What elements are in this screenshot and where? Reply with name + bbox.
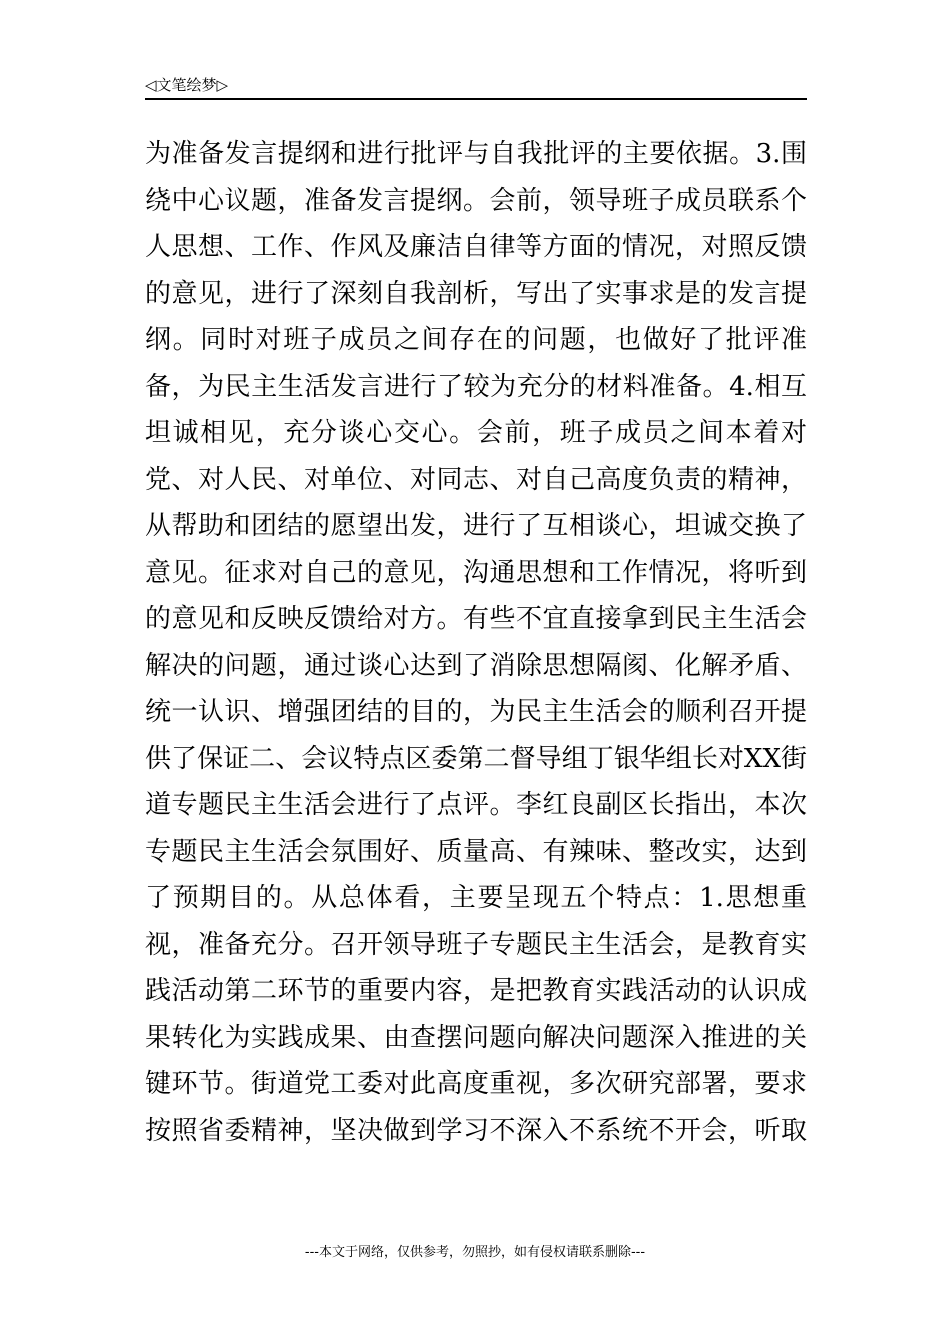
body-line: 为准备发言提纲和进行批评与自我批评的主要依据。3.围 — [145, 139, 807, 169]
body-line: 果转化为实践成果、由查摆问题向解决问题深入推进的关 — [145, 1022, 807, 1053]
page-footer: ---本文于网络，仅供参考，勿照抄，如有侵权请联系删除--- — [304, 1245, 646, 1260]
header-title: ◁文笔绘梦▷ — [145, 76, 229, 94]
body-line: 键环节。街道党工委对此高度重视，多次研究部署，要求 — [145, 1069, 807, 1099]
body-line: 从帮助和团结的愿望出发，进行了互相谈心，坦诚交换了 — [145, 511, 807, 541]
page-header — [145, 74, 807, 100]
body-line: 按照省委精神，坚决做到学习不深入不系统不开会，听取 — [145, 1115, 807, 1146]
body-line: 坦诚相见，充分谈心交心。会前，班子成员之间本着对 — [145, 418, 807, 448]
body-line: 解决的问题，通过谈心达到了消除思想隔阂、化解矛盾、 — [145, 650, 807, 681]
body-line: 的意见和反映反馈给对方。有些不宜直接拿到民主生活会 — [145, 604, 807, 634]
body-line: 的意见，进行了深刻自我剖析，写出了实事求是的发言提 — [145, 278, 807, 309]
body-line: 绕中心议题，准备发言提纲。会前，领导班子成员联系个 — [145, 185, 807, 216]
body-line: 备，为民主生活发言进行了较为充分的材料准备。4.相互 — [145, 371, 807, 402]
body-line: 人思想、工作、作风及廉洁自律等方面的情况，对照反馈 — [145, 232, 807, 262]
body-line: 供了保证二、会议特点区委第二督导组丁银华组长对XX街 — [145, 743, 807, 774]
body-line: 意见。征求对自己的意见，沟通思想和工作情况，将听到 — [145, 557, 807, 588]
body-line: 纲。同时对班子成员之间存在的问题，也做好了批评准 — [145, 325, 807, 355]
body-line: 了预期目的。从总体看，主要呈现五个特点：1.思想重 — [145, 883, 807, 913]
body-line: 践活动第二环节的重要内容，是把教育实践活动的认识成 — [145, 976, 807, 1006]
body-line: 统一认识、增强团结的目的，为民主生活会的顺利召开提 — [145, 697, 807, 727]
body-line: 党、对人民、对单位、对同志、对自己高度负责的精神， — [145, 464, 807, 495]
body-line: 视，准备充分。召开领导班子专题民主生活会，是教育实 — [145, 929, 807, 960]
body-line: 道专题民主生活会进行了点评。李红良副区长指出，本次 — [145, 790, 807, 820]
document-body — [145, 131, 807, 1154]
body-line: 专题民主生活会氛围好、质量高、有辣味、整改实，达到 — [145, 836, 807, 867]
